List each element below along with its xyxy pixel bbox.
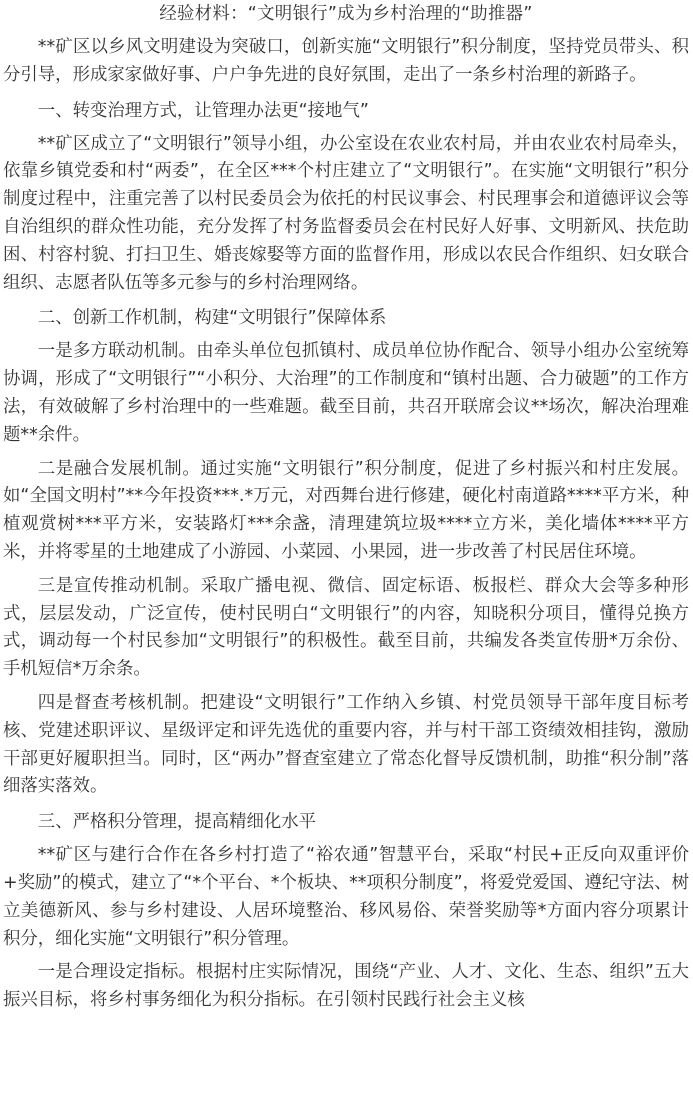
section-heading-3: 三、严格积分管理，提高精细化水平 [37, 812, 317, 833]
paragraph-section1-body: **矿区成立了“文明银行”领导小组，办公室设在农业农村局，并由农业农村局牵头，依靠乡镇党委和村“两委”，在全区***个村庄建立了“文明银行”。在实施“文明银行”积分制度过程中，注重完善了以村民委员会为依托的村民议事会、村民理事会和道德评议会等自治组织的群众性功能，充分发挥了村务监督委员会在村民好人好事、文明新风、扶危助困、村容村貌、打扫卫生、婚丧嫁娶等方面的监督作用，形成以农民合作组织、妇女联合组织、志愿者队伍等多元参与的乡村治理网络。 [3, 133, 689, 293]
paragraph-indicator-setting: 一是合理设定指标。根据村庄实际情况，围绕“产业、人才、文化、生态、组织”五大振兴目标，将乡村事务细化为积分指标。在引领村民践行社会主义核 [3, 962, 689, 1011]
paragraph-publicity-mechanism: 三是宣传推动机制。采取广播电视、微信、固定标语、板报栏、群众大会等多种形式，层层发动，广泛宣传，使村民明白“文明银行”的内容，知晓积分项目，懂得兑换方式，调动每一个村民参加“文明银行”的积极性。截至目前，共编发各类宣传册*万余份、手机短信*万余条。 [3, 575, 689, 680]
paragraph-supervision-mechanism: 四是督查考核机制。把建设“文明银行”工作纳入乡镇、村党员领导干部年度目标考核、党建述职评议、星级评定和评先选优的重要内容，并与村干部工资绩效相挂钩，激励干部更好履职担当。同时，区“两办”督查室建立了常态化督导反馈机制，助推“积分制”落细落实落效。 [3, 692, 689, 797]
paragraph-linkage-mechanism: 一是多方联动机制。由牵头单位包抓镇村、成员单位协作配合、领导小组办公室统筹协调，形成了“文明银行”“小积分、大治理”的工作制度和“镇村出题、合力破题”的工作方法，有效破解了乡村治理中的一些难题。截至目前，共召开联席会议**场次，解决治理难题**余件。 [3, 341, 689, 445]
document-title: 经验材料：“文明银行”成为乡村治理的“助推器” [159, 4, 533, 24]
section-heading-1: 一、转变治理方式，让管理办法更“接地气” [37, 100, 369, 121]
paragraph-integration-mechanism: 二是融合发展机制。通过实施“文明银行”积分制度，促进了乡村振兴和村庄发展。如“全国文明村”**今年投资***.*万元，对西舞台进行修建，硬化村南道路****平方米，种植观赏树***平方米，安装路灯***余盏，清理建筑垃圾****立方米，美化墙体****平方米，并将零星的土地建成了小游园、小菜园、小果园，进一步改善了村民居住环境。 [3, 458, 689, 562]
section-heading-2: 二、创新工作机制，构建“文明银行”保障体系 [37, 308, 387, 329]
paragraph-intro: **矿区以乡风文明建设为突破口，创新实施“文明银行”积分制度，坚持党员带头、积分引导，形成家家做好事、户户争先进的良好氛围，走出了一条乡村治理的新路子。 [3, 37, 689, 85]
paragraph-section3-body: **矿区与建行合作在各乡村打造了“裕农通”智慧平台，采取“村民+正反向双重评价+奖励”的模式，建立了“*个平台、*个板块、**项积分制度”，将爱党爱国、遵纪守法、树立美德新风、参与乡村建设、人居环境整治、移风易俗、荣誉奖励等*方面内容分项累计积分，细化实施“文明银行”积分管理。 [3, 845, 689, 949]
